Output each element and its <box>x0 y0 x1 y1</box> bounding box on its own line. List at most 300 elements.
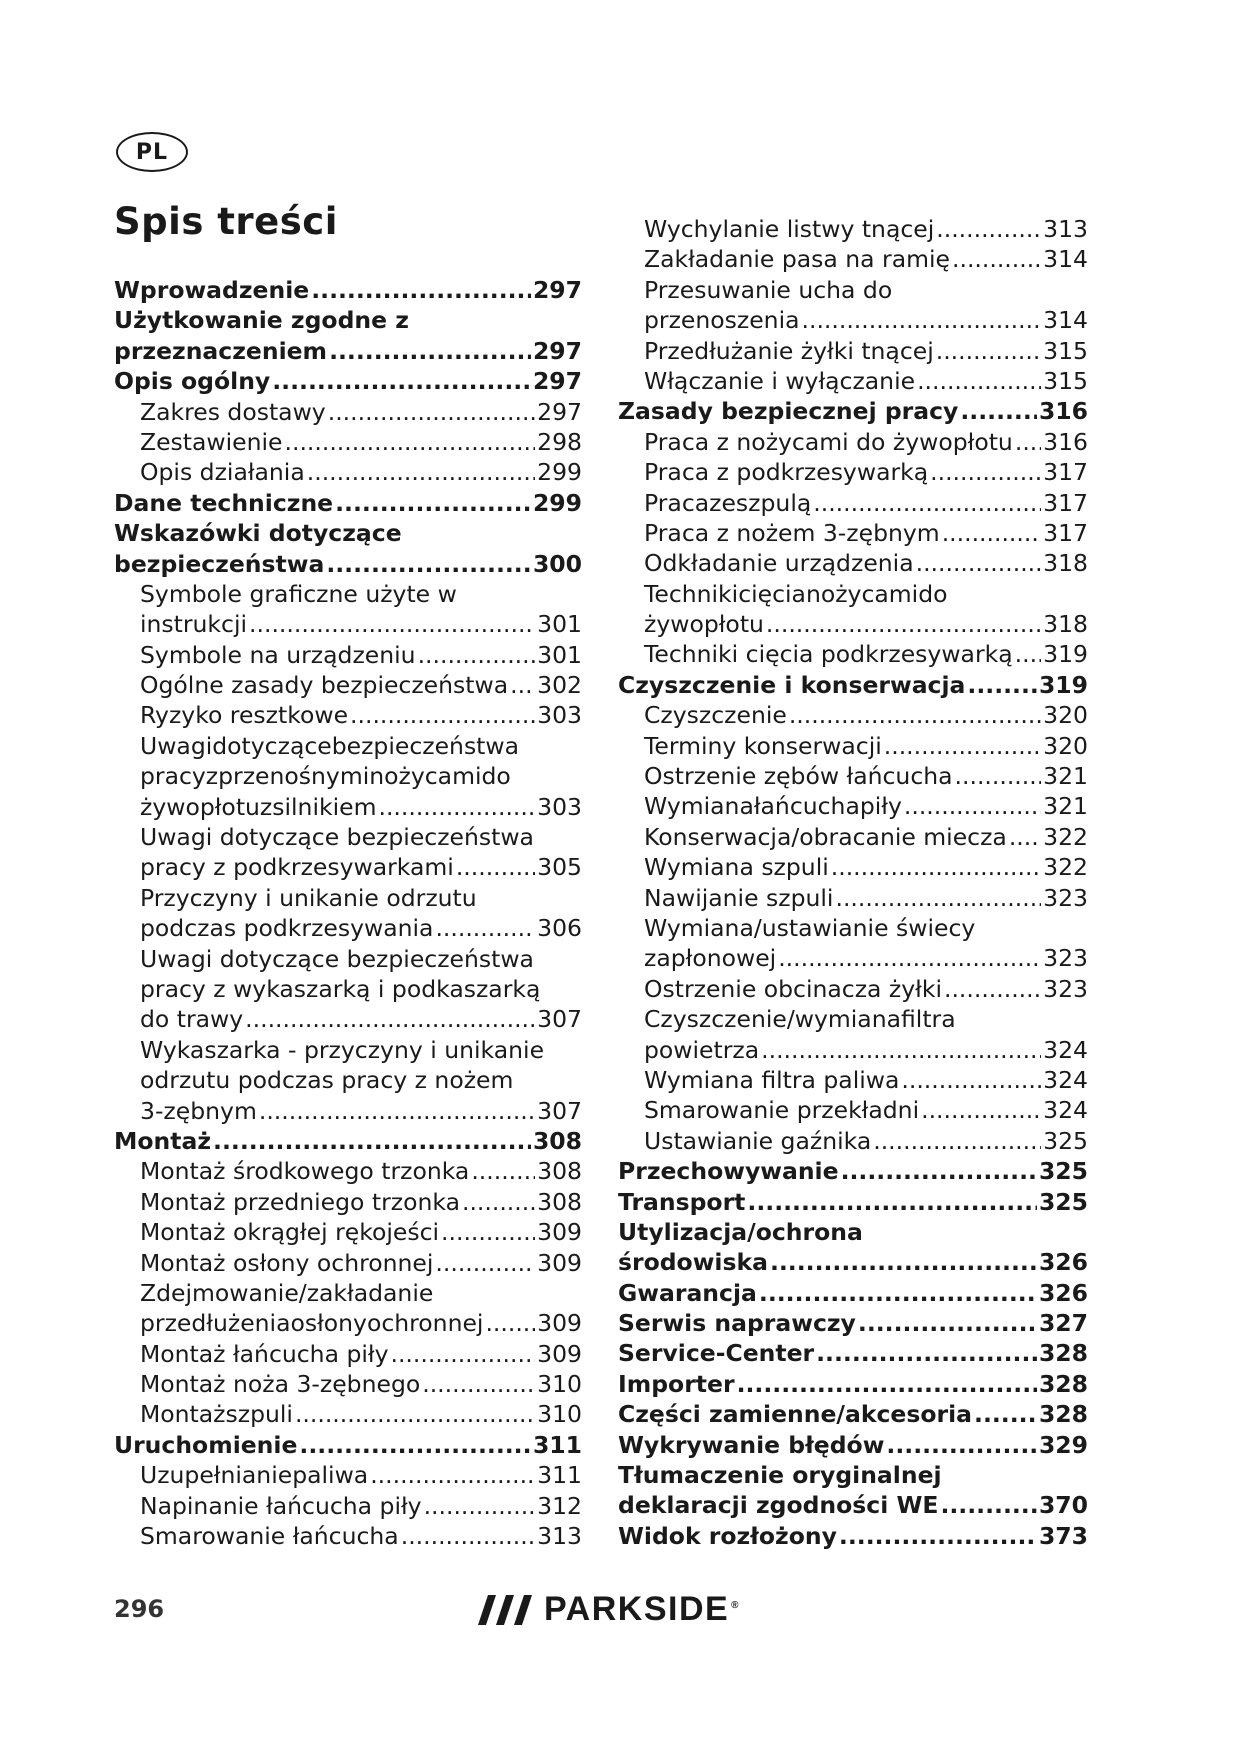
toc-entry-page: 324 <box>1043 1065 1088 1094</box>
toc-entry <box>618 1460 1088 1490</box>
toc-entry-page: 323 <box>1043 974 1088 1003</box>
toc-entry <box>618 396 1088 426</box>
toc-entry-page: 315 <box>1043 336 1088 365</box>
toc-leader-dots <box>802 305 1042 335</box>
toc-leader-dots <box>936 336 1041 366</box>
toc-entry-title: Tłumaczenie oryginalnej <box>618 1461 942 1490</box>
page-title: Spis treści <box>114 200 338 243</box>
toc-entry <box>618 943 1088 973</box>
toc-leader-dots <box>462 1187 535 1217</box>
toc-entry-title: Praca z nożem 3-zębnym <box>644 518 940 547</box>
toc-entry-page: 324 <box>1043 1096 1088 1125</box>
toc-leader-dots <box>485 1308 535 1338</box>
toc-leader-dots <box>390 1339 535 1369</box>
toc-leader-dots <box>370 1460 535 1490</box>
toc-entry <box>114 1156 582 1186</box>
language-code: PL <box>135 139 169 165</box>
toc-column-left <box>114 275 582 1551</box>
toc-entry-page: 328 <box>1038 1339 1088 1368</box>
toc-entry-title: zapłonowej <box>644 944 777 973</box>
toc-entry <box>114 1278 582 1308</box>
toc-entry-page: 309 <box>537 1218 582 1247</box>
toc-entry <box>618 488 1088 518</box>
toc-entry-page: 319 <box>1043 640 1088 669</box>
toc-leader-dots <box>1015 639 1042 669</box>
toc-entry <box>114 1248 582 1278</box>
toc-leader-dots <box>770 1247 1037 1277</box>
toc-entry <box>114 944 582 974</box>
toc-entry-page: 320 <box>1043 731 1088 760</box>
toc-entry-title: Ryzyko resztkowe <box>140 701 349 730</box>
toc-entry <box>114 366 582 396</box>
toc-entry-page: 317 <box>1043 518 1088 547</box>
toc-entry-title: deklaracji zgodności WE <box>618 1491 939 1520</box>
toc-entry-title: Ostrzenie zębów łańcucha <box>644 762 953 791</box>
toc-leader-dots <box>435 913 535 943</box>
toc-entry-title: Montaższpuli <box>140 1400 293 1429</box>
toc-entry-title: Symbole graficzne użyte w <box>140 579 457 608</box>
toc-entry-page: 326 <box>1038 1248 1088 1277</box>
toc-entry <box>618 548 1088 578</box>
toc-entry <box>618 639 1088 669</box>
toc-entry-title: Czyszczenie i konserwacja <box>618 670 966 699</box>
toc-entry-title: Wymiana filtra paliwa <box>644 1065 900 1094</box>
toc-entry-title: Transport <box>618 1187 746 1216</box>
toc-entry-title: Pracazeszpulą <box>644 488 812 517</box>
brand-registered-mark: ® <box>731 1599 741 1611</box>
toc-entry-page: 321 <box>1043 762 1088 791</box>
toc-entry <box>618 1490 1088 1520</box>
toc-entry <box>114 1430 582 1460</box>
toc-leader-dots <box>858 1308 1037 1338</box>
toc-entry-page: 307 <box>537 1096 582 1125</box>
toc-entry <box>618 427 1088 457</box>
toc-entry-title: Wymianałańcuchapiły <box>644 792 902 821</box>
toc-entry <box>618 1187 1088 1217</box>
toc-leader-dots <box>510 670 535 700</box>
toc-entry <box>618 1369 1088 1399</box>
toc-entry-title: Przedłużanie żyłki tnącej <box>644 336 934 365</box>
toc-entry <box>618 852 1088 882</box>
toc-entry-title: Użytkowanie zgodne z <box>114 306 409 335</box>
toc-entry-page: 321 <box>1043 792 1088 821</box>
toc-entry-title: Odkładanie urządzenia <box>644 549 914 578</box>
toc-entry-title: pracy z podkrzesywarkami <box>140 853 454 882</box>
toc-entry-title: Wprowadzenie <box>114 276 310 304</box>
toc-entry <box>114 1096 582 1126</box>
toc-entry-page: 297 <box>537 397 582 426</box>
toc-entry-page: 316 <box>1038 397 1088 426</box>
toc-entry-title: Opis ogólny <box>114 367 271 396</box>
toc-leader-dots <box>916 548 1042 578</box>
toc-leader-dots <box>886 1430 1037 1460</box>
toc-entry-title: Montaż <box>114 1126 212 1155</box>
toc-entry <box>618 457 1088 487</box>
toc-entry <box>618 1065 1088 1095</box>
toc-entry-page: 305 <box>537 853 582 882</box>
toc-entry-page: 301 <box>537 610 582 639</box>
toc-entry-title: przedłużeniaosłonyochronnej <box>140 1309 484 1338</box>
toc-entry-page: 306 <box>537 914 582 943</box>
toc-entry-page: 316 <box>1043 427 1088 456</box>
toc-entry <box>114 1369 582 1399</box>
toc-entry-page: 329 <box>1038 1430 1088 1459</box>
toc-entry-page: 309 <box>537 1309 582 1338</box>
toc-entry-title: Ostrzenie obcinacza żyłki <box>644 974 942 1003</box>
toc-entry-page: 308 <box>537 1187 582 1216</box>
toc-entry-title: Terminy konserwacji <box>644 731 882 760</box>
toc-entry-title: Smarowanie przekładni <box>644 1096 920 1125</box>
toc-entry-title: Smarowanie łańcucha <box>140 1522 399 1551</box>
toc-entry-page: 302 <box>537 671 582 700</box>
toc-entry <box>114 1339 582 1369</box>
toc-leader-dots <box>873 1126 1041 1156</box>
toc-entry-page: 314 <box>1043 306 1088 335</box>
toc-entry <box>114 1126 582 1156</box>
toc-leader-dots <box>942 518 1041 548</box>
toc-leader-dots <box>335 488 531 518</box>
language-badge <box>116 132 188 172</box>
toc-entry <box>618 791 1088 821</box>
toc-entry-page: 310 <box>537 1400 582 1429</box>
toc-entry <box>618 1095 1088 1125</box>
toc-entry-page: 322 <box>1043 822 1088 851</box>
toc-entry-page: 327 <box>1038 1309 1088 1338</box>
toc-entry-page: 308 <box>532 1126 582 1155</box>
toc-entry-title: Przyczyny i unikanie odrzutu <box>140 883 477 912</box>
toc-leader-dots <box>759 1278 1037 1308</box>
toc-entry-title: Serwis naprawczy <box>618 1309 856 1338</box>
toc-entry <box>114 640 582 670</box>
toc-entry-title: przenoszenia <box>644 306 800 335</box>
toc-entry-title: Montaż środkowego trzonka <box>140 1157 470 1186</box>
toc-leader-dots <box>921 1095 1041 1125</box>
toc-leader-dots <box>917 366 1041 396</box>
toc-leader-dots <box>841 1156 1037 1186</box>
toc-entry-title: Włączanie i wyłączanie <box>644 366 916 395</box>
toc-entry-page: 311 <box>537 1461 582 1490</box>
toc-entry-page: 328 <box>1038 1400 1088 1429</box>
toc-entry <box>114 1065 582 1095</box>
toc-entry <box>618 822 1088 852</box>
toc-entry <box>114 549 582 579</box>
toc-entry <box>618 1430 1088 1460</box>
toc-entry-page: 325 <box>1043 1126 1088 1155</box>
toc-entry <box>114 1399 582 1429</box>
toc-entry-title: Wykaszarka - przyczyny i unikanie <box>140 1035 545 1064</box>
toc-entry <box>114 792 582 822</box>
toc-leader-dots <box>249 609 535 639</box>
toc-entry-page: 299 <box>537 458 582 487</box>
toc-entry <box>114 1491 582 1521</box>
toc-entry-title: Zakładanie pasa na ramię <box>644 245 950 274</box>
toc-entry-title: Konserwacja/obracanie miecza <box>644 822 1007 851</box>
toc-entry <box>618 518 1088 548</box>
toc-entry-title: Uwagi dotyczące bezpieczeństwa <box>140 944 534 973</box>
toc-entry-page: 328 <box>1038 1369 1088 1398</box>
toc-entry <box>114 1035 582 1065</box>
toc-leader-dots <box>955 761 1042 791</box>
toc-leader-dots <box>350 700 535 730</box>
brand-slashes-icon <box>478 1593 534 1627</box>
toc-leader-dots <box>904 791 1041 821</box>
toc-entry-page: 318 <box>1043 610 1088 639</box>
toc-leader-dots <box>930 457 1041 487</box>
toc-entry-page: 311 <box>532 1430 582 1459</box>
toc-entry <box>618 244 1088 274</box>
toc-entry-page: 313 <box>537 1522 582 1551</box>
toc-entry-title: Montaż przedniego trzonka <box>140 1187 460 1216</box>
toc-entry <box>114 1308 582 1338</box>
toc-leader-dots <box>328 397 535 427</box>
toc-entry-title: Montaż noża 3-zębnego <box>140 1370 421 1399</box>
toc-entry <box>618 670 1088 700</box>
toc-entry-page: 309 <box>537 1248 582 1277</box>
toc-entry <box>114 1521 582 1551</box>
toc-leader-dots <box>737 1369 1037 1399</box>
toc-entry <box>618 275 1088 305</box>
toc-entry-title: instrukcji <box>140 610 248 639</box>
toc-entry-title: żywopłotuzsilnikiem <box>140 792 377 821</box>
toc-entry-title: Service-Center <box>618 1339 815 1368</box>
toc-leader-dots <box>960 396 1037 426</box>
toc-leader-dots <box>295 1399 535 1429</box>
toc-leader-dots <box>272 366 531 396</box>
toc-leader-dots <box>245 1004 535 1034</box>
toc-entry-title: Importer <box>618 1369 735 1398</box>
toc-leader-dots <box>471 1156 535 1186</box>
toc-entry <box>114 397 582 427</box>
toc-entry <box>114 1187 582 1217</box>
toc-entry-title: Czyszczenie <box>644 701 787 730</box>
toc-leader-dots <box>424 1491 536 1521</box>
toc-entry-title: Opis działania <box>140 458 305 487</box>
toc-entry-title: Praca z podkrzesywarką <box>644 458 929 487</box>
toc-entry-page: 319 <box>1038 670 1088 699</box>
toc-entry-page: 323 <box>1043 944 1088 973</box>
toc-entry-page: 370 <box>1038 1491 1088 1520</box>
toc-entry <box>618 336 1088 366</box>
toc-leader-dots <box>401 1521 535 1551</box>
toc-entry-title: Gwarancja <box>618 1278 757 1307</box>
toc-entry-title: Przechowywanie <box>618 1157 839 1186</box>
toc-leader-dots <box>952 244 1041 274</box>
toc-entry <box>618 974 1088 1004</box>
toc-entry-title: Praca z nożycami do żywopłotu <box>644 427 1013 456</box>
toc-entry <box>618 731 1088 761</box>
toc-entry-page: 317 <box>1043 488 1088 517</box>
toc-entry <box>114 852 582 882</box>
page-number: 296 <box>114 1595 165 1623</box>
toc-entry-page: 325 <box>1038 1157 1088 1186</box>
toc-entry <box>114 427 582 457</box>
toc-entry-title: do trawy <box>140 1005 244 1034</box>
toc-entry-page: 314 <box>1043 245 1088 274</box>
toc-entry <box>618 609 1088 639</box>
toc-entry-title: Dane techniczne <box>114 488 334 517</box>
toc-leader-dots <box>307 457 535 487</box>
toc-leader-dots <box>1009 822 1041 852</box>
toc-entry-title: podczas podkrzesywania <box>140 914 434 943</box>
toc-entry-page: 300 <box>532 549 582 578</box>
toc-entry-title: bezpieczeństwa <box>114 549 325 578</box>
toc-entry-page: 303 <box>537 792 582 821</box>
toc-entry-page: 317 <box>1043 458 1088 487</box>
toc-entry <box>114 1004 582 1034</box>
toc-entry <box>618 1156 1088 1186</box>
toc-entry <box>114 305 582 335</box>
toc-entry-title: Ustawianie gaźnika <box>644 1126 872 1155</box>
toc-entry-title: Wymiana/ustawianie świecy <box>644 913 976 942</box>
toc-entry-title: Wymiana szpuli <box>644 853 829 882</box>
toc-entry-title: żywopłotu <box>644 610 764 639</box>
toc-leader-dots <box>813 488 1041 518</box>
toc-entry-page: 299 <box>532 488 582 517</box>
toc-entry-page: 373 <box>1038 1521 1088 1550</box>
toc-entry-title: powietrza <box>644 1035 760 1064</box>
toc-entry-title: Uwagi dotyczące bezpieczeństwa <box>140 823 534 852</box>
toc-entry <box>618 1278 1088 1308</box>
toc-entry-title: odrzutu podczas pracy z nożem <box>140 1066 514 1095</box>
toc-leader-dots <box>761 1035 1041 1065</box>
toc-entry-page: 297 <box>532 367 582 396</box>
toc-entry-page: 318 <box>1043 549 1088 578</box>
toc-entry-page: 297 <box>532 336 582 365</box>
toc-entry-title: 3-zębnym <box>140 1096 257 1125</box>
toc-entry <box>114 670 582 700</box>
toc-entry-title: Uzupełnianiepaliwa <box>140 1461 369 1490</box>
toc-entry <box>114 1217 582 1247</box>
toc-entry-title: Części zamienne/akcesoria <box>618 1400 973 1429</box>
toc-entry <box>618 1035 1088 1065</box>
toc-entry <box>114 883 582 913</box>
toc-entry <box>114 822 582 852</box>
toc-leader-dots <box>936 214 1041 244</box>
toc-leader-dots <box>967 670 1037 700</box>
toc-entry <box>618 761 1088 791</box>
toc-entry-page: 308 <box>537 1157 582 1186</box>
toc-entry <box>114 518 582 548</box>
toc-entry <box>618 1338 1088 1368</box>
toc-entry <box>618 214 1088 244</box>
toc-entry-title: Zasady bezpiecznej pracy <box>618 397 959 426</box>
toc-leader-dots <box>213 1126 531 1156</box>
toc-entry <box>618 700 1088 730</box>
toc-leader-dots <box>441 1217 535 1247</box>
toc-leader-dots <box>418 640 536 670</box>
toc-entry-title: środowiska <box>618 1248 768 1277</box>
toc-entry-title: Uruchomienie <box>114 1430 298 1459</box>
toc-entry-title: Wykrywanie błędów <box>618 1430 885 1459</box>
toc-leader-dots <box>329 336 531 366</box>
toc-entry-page: 315 <box>1043 366 1088 395</box>
toc-entry-page: 326 <box>1038 1278 1088 1307</box>
toc-entry <box>114 731 582 761</box>
toc-entry <box>618 1308 1088 1338</box>
toc-entry <box>114 974 582 1004</box>
toc-entry-title: Montaż łańcucha piły <box>140 1339 389 1368</box>
toc-entry <box>618 913 1088 943</box>
toc-entry <box>114 457 582 487</box>
toc-entry-page: 322 <box>1043 853 1088 882</box>
toc-entry-page: 309 <box>537 1339 582 1368</box>
toc-entry <box>114 579 582 609</box>
toc-entry-title: pracy z wykaszarką i podkaszarką <box>140 974 541 1003</box>
toc-leader-dots <box>299 1430 531 1460</box>
toc-entry <box>618 1217 1088 1247</box>
toc-entry-title: Utylizacja/ochrona <box>618 1217 863 1246</box>
toc-leader-dots <box>422 1369 535 1399</box>
toc-entry-page: 298 <box>537 427 582 456</box>
toc-leader-dots <box>816 1338 1037 1368</box>
brand-text: PARKSIDE <box>544 1590 730 1628</box>
toc-leader-dots <box>747 1187 1037 1217</box>
toc-entry-page: 303 <box>537 701 582 730</box>
toc-entry-page: 312 <box>537 1491 582 1520</box>
toc-leader-dots <box>789 700 1041 730</box>
toc-entry-title: Przesuwanie ucha do <box>644 275 893 304</box>
toc-entry-title: Nawijanie szpuli <box>644 883 834 912</box>
toc-entry <box>114 1460 582 1490</box>
toc-entry <box>618 305 1088 335</box>
toc-entry-title: Wskazówki dotyczące <box>114 519 402 548</box>
toc-leader-dots <box>378 792 535 822</box>
toc-entry-title: Montaż osłony ochronnej <box>140 1248 434 1277</box>
toc-leader-dots <box>944 974 1041 1004</box>
toc-entry-page: 297 <box>532 276 582 304</box>
toc-entry-title: Technikicięcianożycamido <box>644 579 948 608</box>
toc-entry <box>618 1004 1088 1034</box>
toc-leader-dots <box>839 1521 1037 1551</box>
toc-leader-dots <box>1015 427 1041 457</box>
toc-entry <box>114 609 582 639</box>
toc-entry-page: 325 <box>1038 1187 1088 1216</box>
toc-entry-title: Napinanie łańcucha piły <box>140 1491 422 1520</box>
toc-leader-dots <box>901 1065 1041 1095</box>
toc-entry-title: Techniki cięcia podkrzesywarką <box>644 640 1013 669</box>
toc-leader-dots <box>311 275 531 305</box>
toc-leader-dots <box>831 852 1041 882</box>
toc-leader-dots <box>974 1399 1037 1429</box>
toc-leader-dots <box>326 549 531 579</box>
toc-entry <box>114 700 582 730</box>
toc-entry <box>618 883 1088 913</box>
toc-entry-page: 320 <box>1043 701 1088 730</box>
toc-entry-title: Uwagidotyczącebezpieczeństwa <box>140 731 520 760</box>
toc-entry-page: 313 <box>1043 215 1088 243</box>
toc-leader-dots <box>285 427 536 457</box>
toc-column-right <box>618 214 1088 1551</box>
toc-entry <box>114 336 582 366</box>
toc-leader-dots <box>435 1248 535 1278</box>
toc-leader-dots <box>259 1096 535 1126</box>
toc-entry-title: Zestawienie <box>140 427 283 456</box>
toc-entry-page: 310 <box>537 1370 582 1399</box>
toc-leader-dots <box>456 852 535 882</box>
toc-entry-title: Widok rozłożony <box>618 1521 837 1550</box>
toc-entry-title: Montaż okrągłej rękojeści <box>140 1218 440 1247</box>
toc-entry-title: Zdejmowanie/zakładanie <box>140 1278 434 1307</box>
toc-entry <box>618 1247 1088 1277</box>
toc-entry-title: Zakres dostawy <box>140 397 326 426</box>
toc-leader-dots <box>766 609 1041 639</box>
toc-entry-title: przeznaczeniem <box>114 336 328 365</box>
toc-entry <box>618 1521 1088 1551</box>
brand-logo <box>478 1590 740 1629</box>
toc-entry-title: Ogólne zasady bezpieczeństwa <box>140 671 509 700</box>
toc-entry-title: Symbole na urządzeniu <box>140 640 416 669</box>
brand-name <box>544 1590 740 1629</box>
